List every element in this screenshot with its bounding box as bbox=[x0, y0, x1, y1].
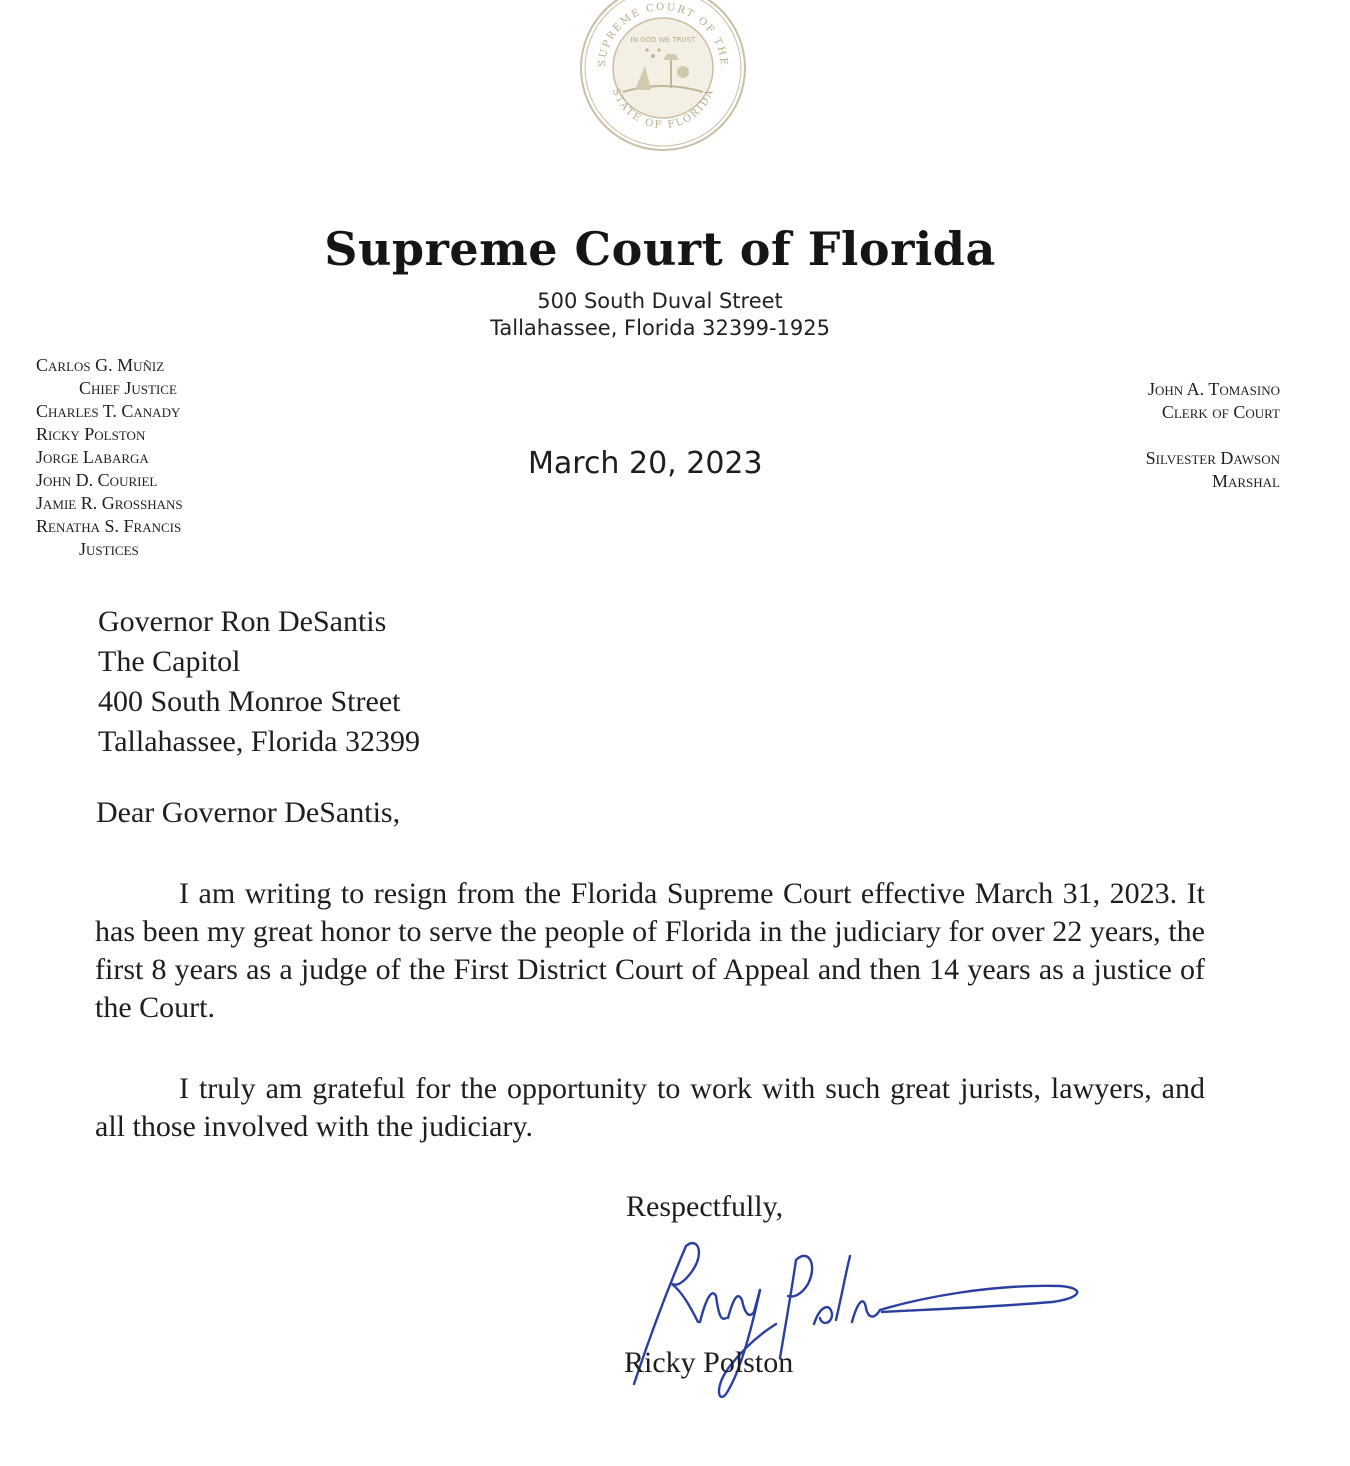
seal-top-text: SUPREME COURT OF THE bbox=[596, 1, 730, 68]
signer-name: Ricky Polston bbox=[624, 1346, 794, 1379]
body-paragraph-2 bbox=[95, 1070, 1205, 1146]
officers-list bbox=[1146, 378, 1280, 493]
paragraph-2-text: I truly am grateful for the opportunity to work with such great jurists, lawyers, and all those involved with the judiciary. bbox=[95, 1072, 1205, 1143]
recipient-line: 400 South Monroe Street bbox=[98, 685, 401, 718]
closing: Respectfully, bbox=[626, 1190, 784, 1223]
justice-entry: Jamie R. Grosshans bbox=[36, 493, 183, 513]
justice-entry: Ricky Polston bbox=[36, 424, 146, 444]
seal-bottom-text: STATE OF FLORIDA bbox=[609, 86, 717, 132]
justice-entry: Chief Justice bbox=[79, 378, 177, 398]
letter-date: March 20, 2023 bbox=[528, 446, 763, 481]
court-address-line2: Tallahassee, Florida 32399-1925 bbox=[490, 316, 830, 340]
marshal-name: Silvester Dawson bbox=[1145, 448, 1280, 468]
recipient-line: Tallahassee, Florida 32399 bbox=[98, 725, 420, 758]
clerk-title: Clerk of Court bbox=[1161, 402, 1280, 422]
justices-list bbox=[36, 354, 183, 561]
court-address-line1: 500 South Duval Street bbox=[537, 289, 783, 313]
clerk-name: John A. Tomasino bbox=[1147, 379, 1280, 399]
court-seal-icon bbox=[575, 0, 751, 156]
justice-entry: Renatha S. Francis bbox=[36, 516, 182, 536]
body-paragraph-1 bbox=[95, 875, 1205, 1027]
justice-entry: Justices bbox=[79, 539, 139, 559]
salutation: Dear Governor DeSantis, bbox=[96, 796, 401, 829]
justice-entry: John D. Couriel bbox=[36, 470, 158, 490]
recipient-line: Governor Ron DeSantis bbox=[98, 605, 387, 638]
justice-entry: Carlos G. Muñiz bbox=[36, 355, 165, 375]
justice-entry: Jorge Labarga bbox=[36, 447, 149, 467]
recipient-line: The Capitol bbox=[98, 645, 241, 678]
recipient-address bbox=[98, 602, 420, 762]
paragraph-1-text: I am writing to resign from the Florida Supreme Court effective March 31, 2023. It has been my great honor to serve the people of Florida in the judiciary for over 22 years, the first 8 years as a judge of the First District Court of Appeal and then 14 years as a justice of the Court. bbox=[95, 877, 1205, 1024]
marshal-title: Marshal bbox=[1211, 471, 1280, 491]
court-name-heading: Supreme Court of Florida bbox=[324, 222, 996, 276]
seal-motto: IN GOD WE TRUST bbox=[630, 36, 696, 44]
justice-entry: Charles T. Canady bbox=[36, 401, 181, 421]
